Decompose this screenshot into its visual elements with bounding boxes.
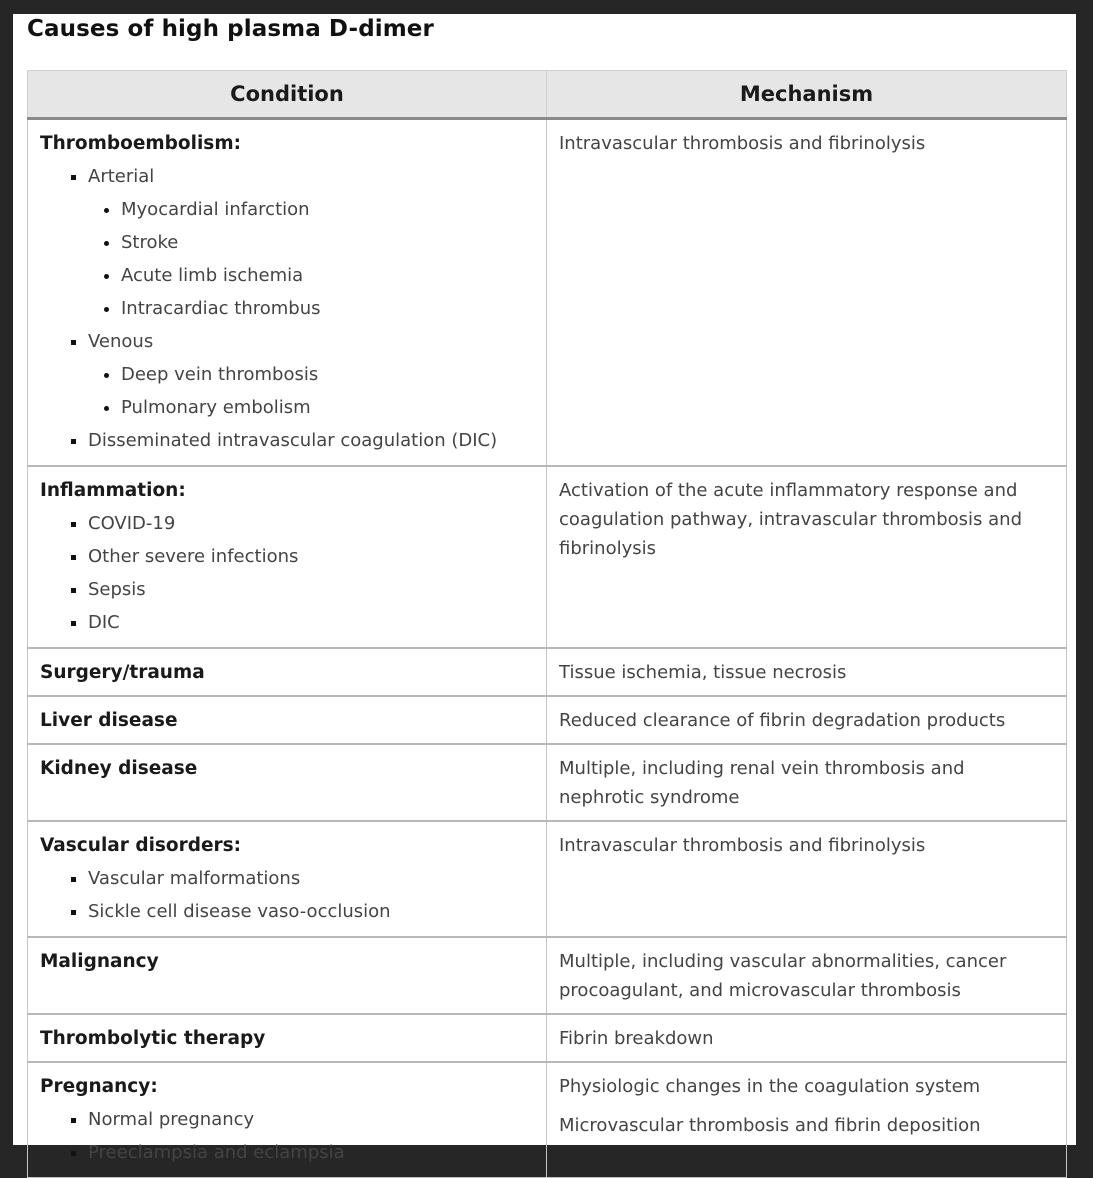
mechanism-text: Microvascular thrombosis and fibrin deposition [559,1115,981,1136]
column-header-mechanism: Mechanism [547,71,1067,119]
mechanism-cell [547,1062,1067,1178]
condition-cell [28,119,547,467]
table-row [28,744,1067,821]
table-row [28,937,1067,1014]
mechanism-text: Activation of the acute inflammatory response and coagulation pathway, intravascular thrombosis and fibrinolysis [559,480,1022,559]
condition-cell [28,648,547,696]
sub-list-item: • Acute limb ischemia [121,259,534,292]
sub-list [88,358,534,424]
condition-cell [28,696,547,744]
list-item: ▪ Sickle cell disease vaso-occlusion [88,895,534,928]
list-item-label: Disseminated intravascular coagulation (DIC) [88,430,498,451]
mechanism-text: Multiple, including vascular abnormalities, cancer procoagulant, and microvascular thrombosis [559,951,1007,1001]
sub-list-item: • Pulmonary embolism [121,391,534,424]
condition-cell [28,1062,547,1178]
condition-cell [28,466,547,648]
condition-title: Kidney disease [40,758,198,779]
list-item: ▪ COVID-19 [88,507,534,540]
sub-list-item: • Myocardial infarction [121,193,534,226]
list-item: ▪ Other severe infections [88,540,534,573]
table-row [28,119,1067,467]
list-item: ▪ Normal pregnancy [88,1103,534,1136]
table-row [28,696,1067,744]
mechanism-text: Tissue ischemia, tissue necrosis [559,662,847,683]
mechanism-text: Fibrin breakdown [559,1028,714,1049]
sub-list-item: • Intracardiac thrombus [121,292,534,325]
condition-title: Thrombolytic therapy [40,1028,266,1049]
condition-title: Liver disease [40,710,178,731]
list-item: ▪ Vascular malformations [88,862,534,895]
list-item: ▪ Sepsis [88,573,534,606]
mechanism-cell [547,1014,1067,1062]
sub-list-item: • Deep vein thrombosis [121,358,534,391]
list-item-label: Arterial [88,166,155,187]
causes-table [27,70,1067,1178]
table-row [28,1062,1067,1178]
list-item-label: Venous [88,331,154,352]
mechanism-cell [547,466,1067,648]
table-row [28,466,1067,648]
column-header-condition: Condition [28,71,547,119]
page-title: Causes of high plasma D-dimer [27,16,434,42]
condition-title: Pregnancy: [40,1076,158,1097]
mechanism-text: Reduced clearance of fibrin degradation products [559,710,1006,731]
mechanism-text: Intravascular thrombosis and fibrinolysis [559,835,926,856]
mechanism-cell [547,937,1067,1014]
sub-list-item: • Stroke [121,226,534,259]
condition-title: Surgery/trauma [40,662,205,683]
list-item: ▪ DIC [88,606,534,639]
condition-title: Inflammation: [40,480,186,501]
mechanism-cell [547,744,1067,821]
list-item: ▪ Preeclampsia and eclampsia [88,1136,534,1169]
table-header-row [28,71,1067,119]
list-item [88,325,534,424]
mechanism-text: Physiologic changes in the coagulation system [559,1076,981,1097]
condition-list [40,862,534,928]
mechanism-cell [547,119,1067,467]
condition-title: Malignancy [40,951,159,972]
condition-list [40,507,534,639]
condition-cell [28,744,547,821]
condition-cell [28,1014,547,1062]
condition-cell [28,821,547,937]
list-item [88,424,534,457]
list-item [88,160,534,325]
table-row [28,821,1067,937]
condition-title: Vascular disorders: [40,835,242,856]
mechanism-cell [547,696,1067,744]
table-row [28,1014,1067,1062]
condition-title: Thromboembolism: [40,133,241,154]
mechanism-cell [547,821,1067,937]
condition-cell [28,937,547,1014]
mechanism-cell [547,648,1067,696]
sub-list [88,193,534,325]
content-panel [13,14,1076,1163]
mechanism-text: Multiple, including renal vein thrombosis and nephrotic syndrome [559,758,965,808]
mechanism-text: Intravascular thrombosis and fibrinolysis [559,133,926,154]
condition-list [40,1103,534,1169]
condition-list [40,160,534,457]
table-row [28,648,1067,696]
